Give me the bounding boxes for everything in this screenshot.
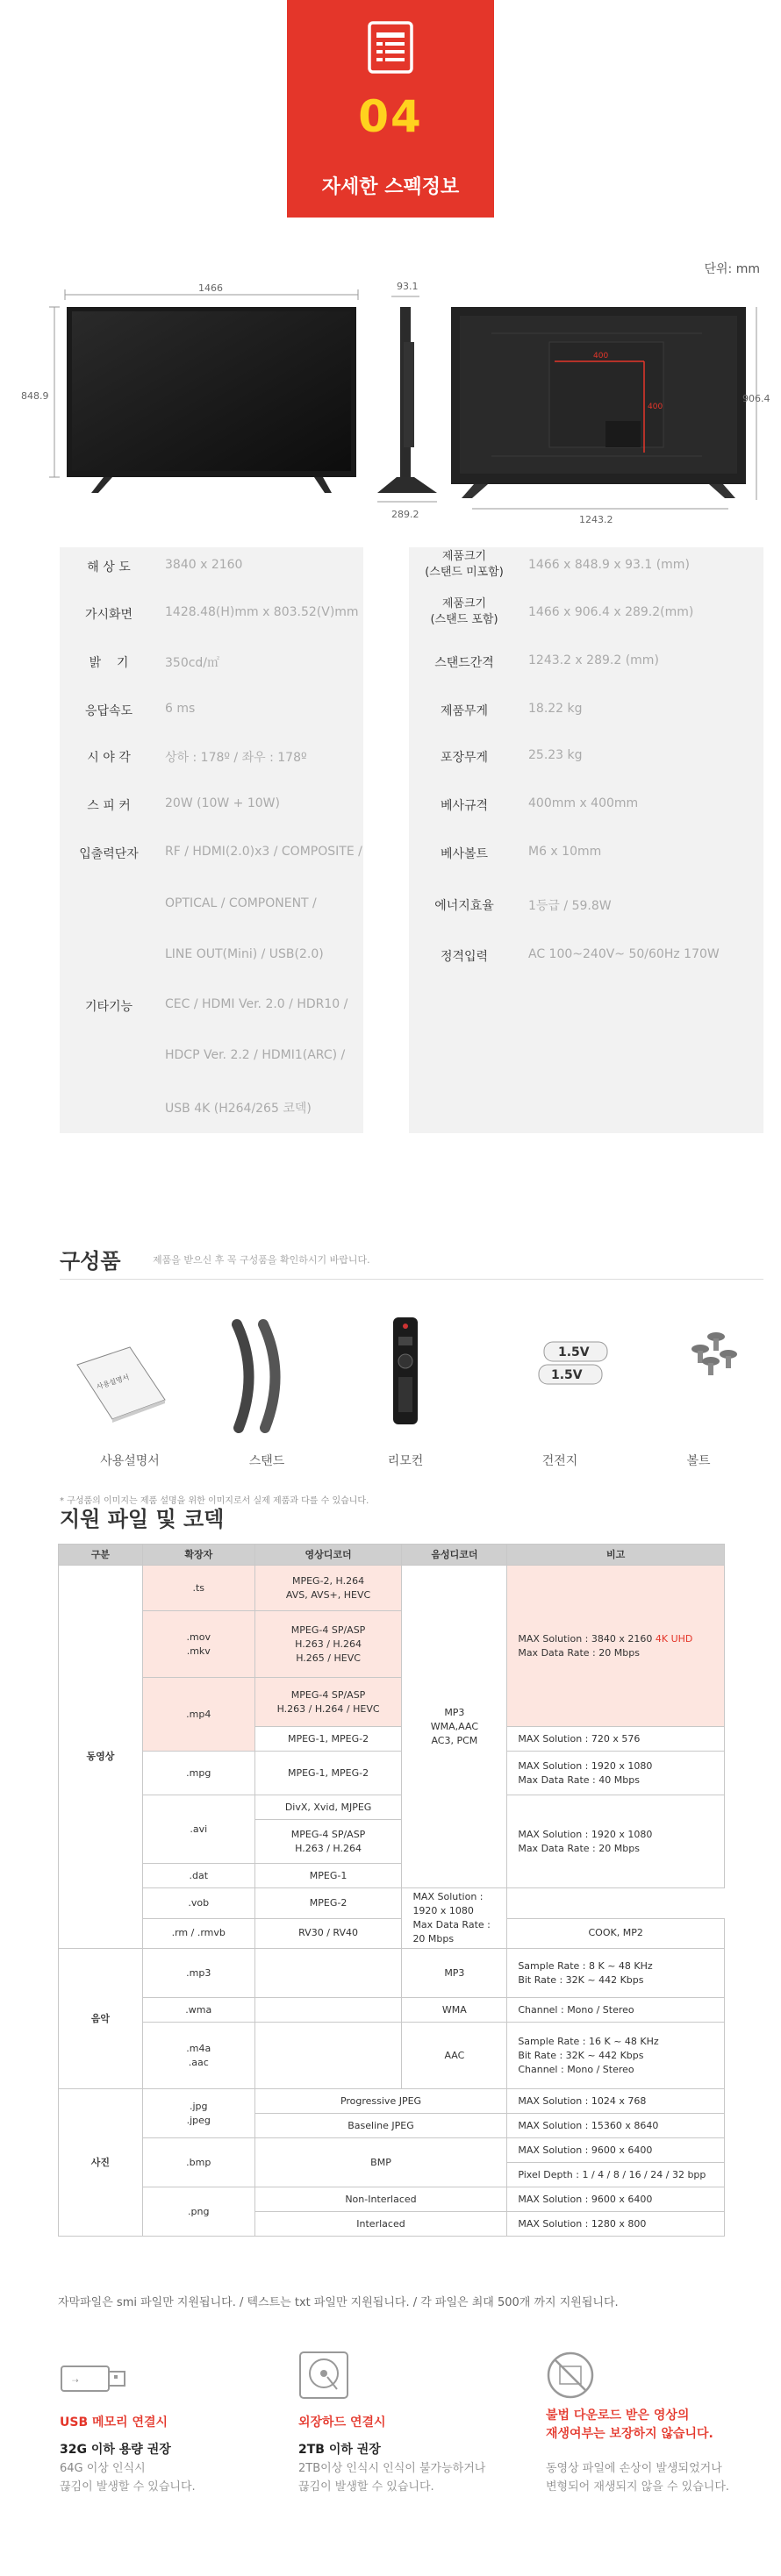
spec-left-label: 시 야 각: [87, 751, 131, 765]
header-note: 비고: [507, 1545, 725, 1566]
spec-left-value: LINE OUT(Mini) / USB(2.0): [165, 947, 324, 961]
header-audio-decoder: 음성디코더: [402, 1545, 507, 1566]
ext-jpg: .jpg .jpeg: [142, 2089, 254, 2138]
stand-width-label: 1243.2: [579, 514, 613, 525]
note-vob: MAX Solution : 1920 x 1080 Max Data Rate : 20 Mbps: [402, 1888, 507, 1949]
divider: [60, 1279, 763, 1280]
adec-mp3: MP3: [402, 1949, 507, 1998]
components-note: * 구성품의 이미지는 제품 설명을 위한 이미지로서 실제 제품과 다를 수 있습니다.: [60, 1496, 369, 1506]
component-stand: 스탠드: [248, 1454, 285, 1468]
spec-right-value: M6 x 10mm: [528, 845, 602, 859]
spec-left-value: RF / HDMI(2.0)x3 / COMPOSITE /: [165, 845, 362, 859]
spec-left-label: 응답속도: [84, 704, 133, 718]
spec-right-label: 정격입력: [440, 950, 489, 964]
spec-left-value: HDCP Ver. 2.2 / HDMI1(ARC) /: [165, 1048, 346, 1062]
illegal-desc: 동영상 파일에 손상이 발생되었거나 변형되어 재생되지 않을 수 있습니다.: [546, 2462, 730, 2494]
spec-left-value: 3840 x 2160: [165, 558, 243, 572]
fmt-baseline-jpeg: Baseline JPEG: [254, 2114, 507, 2138]
fmt-png-non-interlaced: Non-Interlaced: [254, 2187, 507, 2212]
header-category: 구분: [59, 1545, 143, 1566]
header-extension: 확장자: [142, 1545, 254, 1566]
spec-left-label: 해 상 도: [87, 560, 131, 574]
note-bmp-1: MAX Solution : 9600 x 6400: [507, 2138, 725, 2163]
section-title: 자세한 스펙정보: [321, 176, 460, 198]
spec-right-value: 1243.2 x 289.2 (mm): [528, 653, 659, 667]
note-mp3: Sample Rate : 8 K ~ 48 KHz Bit Rate : 32K ~ 442 Kbps: [507, 1949, 725, 1998]
svg-text:⇢: ⇢: [72, 2377, 79, 2386]
unit-label: 단위: mm: [704, 262, 760, 276]
codec-footer: 자막파일은 smi 파일만 지원됩니다. / 텍스트는 txt 파일만 지원됩니다. / 각 파일은 최대 500개 까지 지원됩니다.: [58, 2296, 619, 2309]
spec-right-label: 제품크기 (스탠드 미포함): [425, 550, 504, 579]
spec-right-label: 베사규격: [440, 799, 489, 813]
fmt-png-interlaced: Interlaced: [254, 2212, 507, 2237]
illegal-title: 불법 다운로드 받은 영상의 재생여부는 보장하지 않습니다.: [546, 2408, 713, 2441]
spec-right-value: 1466 x 906.4 x 289.2(mm): [528, 605, 694, 619]
spec-right-label: 스탠드간격: [434, 656, 494, 670]
ext-vob: .vob: [142, 1888, 254, 1919]
note-png-1: MAX Solution : 9600 x 6400: [507, 2187, 725, 2212]
note-bmp-2: Pixel Depth : 1 / 4 / 8 / 16 / 24 / 32 bpp: [507, 2163, 725, 2187]
spec-left-label: 기타기능: [84, 1000, 133, 1014]
spec-left-value: USB 4K (H264/265 코덱): [165, 1102, 312, 1116]
adec-aac: AAC: [402, 2023, 507, 2089]
spec-left-value: 20W (10W + 10W): [165, 796, 280, 810]
stand-icon: [237, 1324, 276, 1428]
vdec-ts: MPEG-2, H.264 AVS, AVS+, HEVC: [254, 1566, 402, 1611]
vesa-v-label: 400: [648, 403, 663, 411]
note-png-2: MAX Solution : 1280 x 800: [507, 2212, 725, 2237]
ext-ts: .ts: [142, 1566, 254, 1611]
spec-left-value: CEC / HDMI Ver. 2.0 / HDR10 /: [165, 997, 348, 1011]
svg-text:1.5V: 1.5V: [558, 1345, 590, 1359]
ext-png: .png: [142, 2187, 254, 2237]
front-height-label: 848.9: [21, 390, 49, 402]
component-battery: 건전지: [541, 1454, 578, 1468]
fmt-progressive-jpeg: Progressive JPEG: [254, 2089, 507, 2114]
ext-mpg: .mpg: [142, 1752, 254, 1795]
vdec-avi-1: DivX, Xvid, MJPEG: [254, 1795, 402, 1820]
codec-title: 지원 파일 및 코덱: [60, 1507, 225, 1531]
usb-icon: [60, 2359, 130, 2398]
spec-right-value: AC 100~240V~ 50/60Hz 170W: [528, 947, 720, 961]
remote-icon: [393, 1317, 418, 1424]
note-mpg: MAX Solution : 1920 x 1080 Max Data Rate : 40 Mbps: [507, 1752, 725, 1795]
spec-right-label: 포장무게: [440, 751, 489, 765]
section-badge: [287, 0, 494, 218]
note-avi: MAX Solution : 1920 x 1080 Max Data Rate : 20 Mbps: [507, 1795, 725, 1888]
adec-rm: COOK, MP2: [507, 1918, 725, 1949]
spec-right-label: 제품무게: [440, 704, 489, 718]
component-remote: 리모컨: [387, 1454, 424, 1468]
codec-table: [58, 1544, 725, 2237]
spec-left-value: 상하 : 178º / 좌우 : 178º: [165, 751, 307, 765]
note-mp4: MAX Solution : 720 x 576: [507, 1727, 725, 1752]
no-download-icon: [546, 2351, 595, 2400]
bolt-icon: [691, 1332, 737, 1375]
fmt-bmp: BMP: [254, 2138, 507, 2187]
usb-title: USB 메모리 연결시: [60, 2415, 168, 2430]
note-wma: Channel : Mono / Stereo: [507, 1998, 725, 2023]
component-bolt: 볼트: [686, 1454, 711, 1468]
spec-left-label: 가시화면: [84, 608, 133, 622]
components-title: 구성품: [60, 1249, 121, 1274]
spec-left-value: OPTICAL / COMPONENT /: [165, 896, 317, 910]
battery-icon: [539, 1342, 607, 1384]
ext-rm: .rm / .rmvb: [142, 1918, 254, 1949]
components-subtitle: 제품을 받으신 후 꼭 구성품을 확인하시기 바랍니다.: [153, 1254, 370, 1266]
spec-right-value: 400mm x 400mm: [528, 796, 639, 810]
vdec-mp4-1: MPEG-4 SP/ASP H.263 / H.264 / HEVC: [254, 1678, 402, 1727]
adec-wma: WMA: [402, 1998, 507, 2023]
vdec-mpg: MPEG-1, MPEG-2: [254, 1752, 402, 1795]
ext-m4a: .m4a .aac: [142, 2023, 254, 2089]
audio-main: MP3 WMA,AAC AC3, PCM: [402, 1566, 507, 1888]
vdec-rm: RV30 / RV40: [254, 1918, 402, 1949]
ext-dat: .dat: [142, 1864, 254, 1888]
group-photo: 사진: [59, 2089, 143, 2237]
ext-mp3: .mp3: [142, 1949, 254, 1998]
usb-desc: 64G 이상 인식시 끊김이 발생할 수 있습니다.: [60, 2462, 196, 2494]
group-music: 음악: [59, 1949, 143, 2089]
components-images: [60, 1312, 763, 1444]
stand-depth-label: 289.2: [391, 509, 419, 520]
note-jpg-1: MAX Solution : 1024 x 768: [507, 2089, 725, 2114]
ext-wma: .wma: [142, 1998, 254, 2023]
spec-left-label: 입출력단자: [79, 847, 139, 861]
spec-right-value: 18.22 kg: [528, 702, 583, 716]
hard-drive-icon: [298, 2351, 349, 2400]
header-video-decoder: 영상디코더: [254, 1545, 402, 1566]
dimension-drawings: [0, 246, 781, 535]
spec-left-label: 스 피 커: [87, 799, 131, 813]
component-manual: 사용설명서: [100, 1454, 160, 1468]
spec-right-value: 1466 x 848.9 x 93.1 (mm): [528, 558, 690, 572]
ext-mov: .mov .mkv: [142, 1611, 254, 1678]
hdd-recommend: 2TB 이하 권장: [298, 2443, 381, 2457]
spec-table-right: [409, 547, 763, 1133]
note-4k: MAX Solution : 3840 x 2160 4K UHD Max Data Rate : 20 Mbps: [507, 1566, 725, 1727]
vdec-mov: MPEG-4 SP/ASP H.263 / H.264 H.265 / HEVC: [254, 1611, 402, 1678]
group-video: 동영상: [59, 1566, 143, 1949]
spec-left-value: 6 ms: [165, 702, 196, 716]
svg-text:사용설명서: 사용설명서: [95, 1373, 131, 1392]
document-list-icon: [368, 21, 413, 74]
ext-mp4: .mp4: [142, 1678, 254, 1752]
spec-left-value: 1428.48(H)mm x 803.52(V)mm: [165, 605, 359, 619]
back-height-label: 906.4: [742, 393, 770, 404]
spec-right-label: 제품크기 (스탠드 포함): [430, 597, 498, 626]
spec-right-value: 25.23 kg: [528, 748, 583, 762]
spec-left-label: 밝 기: [89, 656, 129, 670]
ext-bmp: .bmp: [142, 2138, 254, 2187]
ext-avi: .avi: [142, 1795, 254, 1864]
spec-right-label: 에너지효율: [434, 899, 494, 913]
section-number: 04: [358, 91, 423, 142]
side-depth-label: 93.1: [397, 281, 419, 292]
vdec-avi-2: MPEG-4 SP/ASP H.263 / H.264: [254, 1820, 402, 1864]
usb-recommend: 32G 이하 용량 권장: [60, 2443, 171, 2457]
spec-right-value: 1등급 / 59.8W: [528, 899, 612, 913]
vesa-h-label: 400: [593, 352, 609, 360]
spec-left-value: 350cd/㎡: [165, 656, 220, 670]
vdec-dat: MPEG-1: [254, 1864, 402, 1888]
hdd-title: 외장하드 연결시: [298, 2415, 386, 2430]
note-jpg-2: MAX Solution : 15360 x 8640: [507, 2114, 725, 2138]
note-m4a: Sample Rate : 16 K ~ 48 KHz Bit Rate : 32K ~ 442 Kbps Channel : Mono / Stereo: [507, 2023, 725, 2089]
manual-icon: [77, 1347, 165, 1423]
spec-right-label: 베사볼트: [440, 847, 489, 861]
vdec-mp4-2: MPEG-1, MPEG-2: [254, 1727, 402, 1752]
front-width-label: 1466: [198, 282, 223, 294]
spec-table-left: [60, 547, 363, 1133]
svg-text:1.5V: 1.5V: [551, 1368, 583, 1382]
hdd-desc: 2TB이상 인식시 인식이 불가능하거나 끊김이 발생할 수 있습니다.: [298, 2462, 486, 2494]
vdec-vob: MPEG-2: [254, 1888, 402, 1919]
